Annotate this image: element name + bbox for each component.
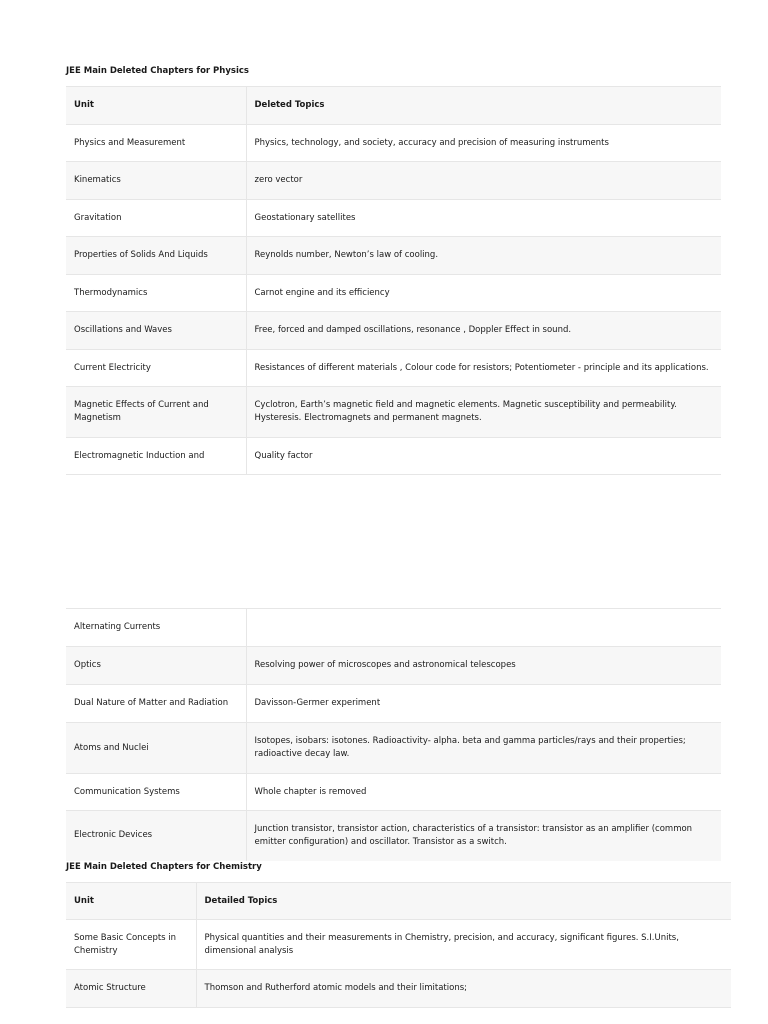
topics-cell: Isotopes, isobars: isotones. Radioactivity- alpha. beta and gamma particles/rays and their properties; radioactive decay law. xyxy=(246,723,721,774)
table-row xyxy=(66,970,731,1008)
physics-deleted-topics-table xyxy=(66,86,721,475)
topics-cell: Cyclotron, Earth’s magnetic field and magnetic elements. Magnetic susceptibility and permeability. Hysteresis. Electromagnets and permanent magnets. xyxy=(246,387,721,438)
unit-cell: Gravitation xyxy=(66,200,246,237)
topics-cell: Davisson-Germer experiment xyxy=(246,685,721,723)
deleted-topics-column-header: Deleted Topics xyxy=(246,87,721,125)
unit-cell: Properties of Solids And Liquids xyxy=(66,237,246,275)
topics-cell: Carnot engine and its efficiency xyxy=(246,275,721,312)
table-row xyxy=(66,312,721,350)
table-header-row xyxy=(66,87,721,125)
table-row xyxy=(66,125,721,162)
topics-cell: Reynolds number, Newton’s law of cooling. xyxy=(246,237,721,275)
table-row xyxy=(66,350,721,387)
unit-cell: Atomic Structure xyxy=(66,970,196,1008)
table-row xyxy=(66,811,721,861)
topics-cell xyxy=(246,609,721,647)
table-row xyxy=(66,647,721,685)
table-row xyxy=(66,774,721,811)
unit-cell: Dual Nature of Matter and Radiation xyxy=(66,685,246,723)
table-row xyxy=(66,200,721,237)
unit-column-header: Unit xyxy=(66,883,196,920)
table-row xyxy=(66,237,721,275)
unit-cell: Optics xyxy=(66,647,246,685)
table-row xyxy=(66,387,721,438)
topics-cell: Geostationary satellites xyxy=(246,200,721,237)
unit-cell: Kinematics xyxy=(66,162,246,200)
unit-cell: Oscillations and Waves xyxy=(66,312,246,350)
topics-cell: Resistances of different materials , Colour code for resistors; Potentiometer - principle and its applications. xyxy=(246,350,721,387)
table-row xyxy=(66,609,721,647)
unit-cell: Current Electricity xyxy=(66,350,246,387)
topics-cell: Whole chapter is removed xyxy=(246,774,721,811)
topics-cell: Free, forced and damped oscillations, resonance , Doppler Effect in sound. xyxy=(246,312,721,350)
table-row xyxy=(66,920,731,970)
unit-column-header: Unit xyxy=(66,87,246,125)
topics-cell: zero vector xyxy=(246,162,721,200)
topics-cell: Physics, technology, and society, accuracy and precision of measuring instruments xyxy=(246,125,721,162)
topics-cell: Quality factor xyxy=(246,438,721,475)
unit-cell: Electromagnetic Induction and xyxy=(66,438,246,475)
chemistry-deleted-topics-table xyxy=(66,882,731,1008)
table-row xyxy=(66,438,721,475)
detailed-topics-column-header: Detailed Topics xyxy=(196,883,731,920)
unit-cell: Electronic Devices xyxy=(66,811,246,861)
table-row xyxy=(66,162,721,200)
unit-cell: Atoms and Nuclei xyxy=(66,723,246,774)
physics-section-title: JEE Main Deleted Chapters for Physics xyxy=(66,66,249,76)
unit-cell: Alternating Currents xyxy=(66,609,246,647)
table-row xyxy=(66,275,721,312)
unit-cell: Magnetic Effects of Current and Magnetism xyxy=(66,387,246,438)
unit-cell: Some Basic Concepts in Chemistry xyxy=(66,920,196,970)
table-row xyxy=(66,685,721,723)
topics-cell: Junction transistor, transistor action, characteristics of a transistor: transistor as an amplifier (common emitter configuration) and oscillator. Transistor as a switch. xyxy=(246,811,721,861)
topics-cell: Thomson and Rutherford atomic models and their limitations; xyxy=(196,970,731,1008)
topics-cell: Resolving power of microscopes and astronomical telescopes xyxy=(246,647,721,685)
unit-cell: Physics and Measurement xyxy=(66,125,246,162)
unit-cell: Thermodynamics xyxy=(66,275,246,312)
physics-deleted-topics-table-continued xyxy=(66,608,721,861)
topics-cell: Physical quantities and their measurements in Chemistry, precision, and accuracy, significant figures. S.I.Units, dimensional analysis xyxy=(196,920,731,970)
table-row xyxy=(66,723,721,774)
unit-cell: Communication Systems xyxy=(66,774,246,811)
chemistry-section-title: JEE Main Deleted Chapters for Chemistry xyxy=(66,862,262,872)
table-header-row xyxy=(66,883,731,920)
